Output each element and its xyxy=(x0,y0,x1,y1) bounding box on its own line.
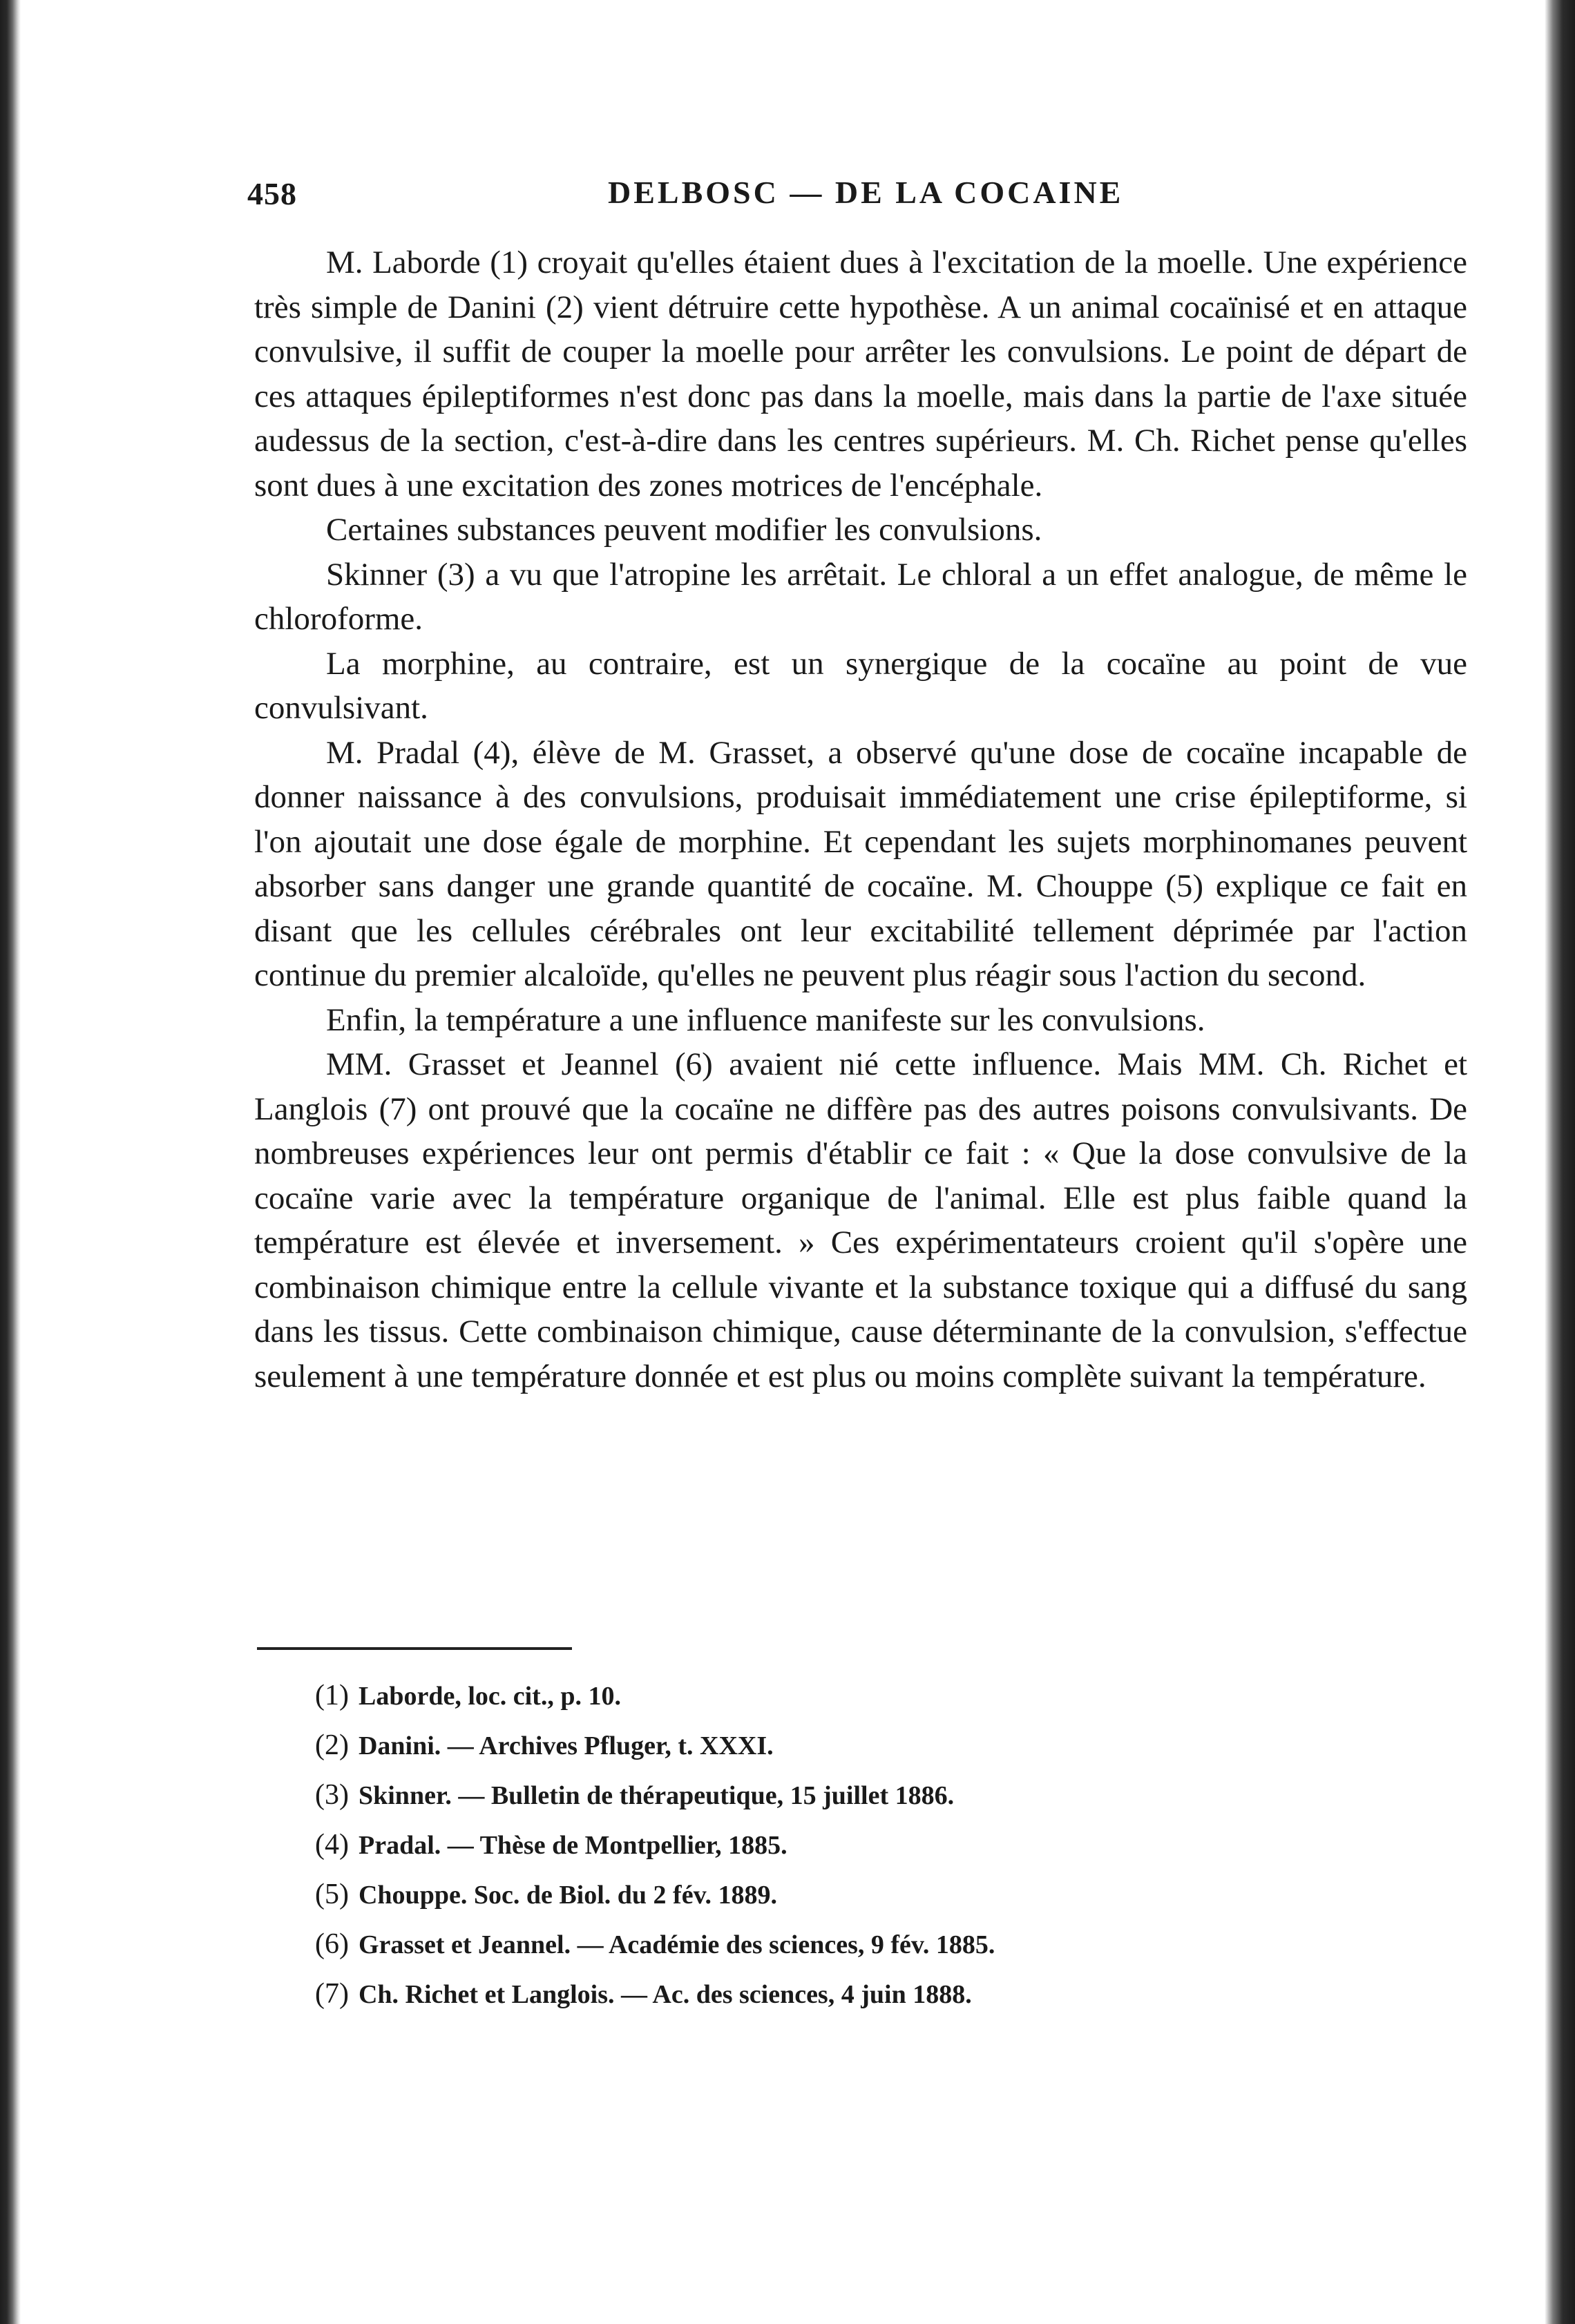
footnotes xyxy=(315,1671,1420,2019)
footnote-item xyxy=(315,1920,1420,1970)
footnote-number: (5) xyxy=(315,1879,349,1910)
footnote-text: Laborde, loc. cit., p. 10. xyxy=(358,1682,621,1711)
footnote-text: Danini. — Archives Pfluger, t. XXXI. xyxy=(358,1731,774,1760)
paragraph: Skinner (3) a vu que l'atropine les arrêtait. Le chloral a un effet analogue, de même le chloroforme. xyxy=(254,556,1467,637)
footnote-number: (7) xyxy=(315,1978,349,2010)
footnote-number: (4) xyxy=(315,1829,349,1861)
paragraph: M. Laborde (1) croyait qu'elles étaient dues à l'excitation de la moelle. Une expérience très simple de Danini (2) vient détruire cette hypothèse. A un animal cocaïnisé et en attaque convulsive, il suffit de couper la moelle pour arrêter les convulsions. Le point de départ de ces attaques épileptiformes n'est donc pas dans la moelle, mais dans la partie de l'axe située audessus de la section, c'est-à-dire dans les centres supérieurs. M. Ch. Richet pense qu'elles sont dues à une excitation des zones motrices de l'encéphale. xyxy=(254,244,1467,503)
paragraph: Certaines substances peuvent modifier les convulsions. xyxy=(326,512,1042,548)
paragraph: Enfin, la température a une influence manifeste sur les convulsions. xyxy=(326,1001,1205,1038)
footnote-item xyxy=(315,1970,1420,2019)
footnote-number: (6) xyxy=(315,1928,349,1960)
footnote-number: (3) xyxy=(315,1779,349,1811)
footnote-separator xyxy=(257,1647,572,1650)
footnote-text: Ch. Richet et Langlois. — Ac. des sciences, 4 juin 1888. xyxy=(358,1980,972,2009)
running-title: DELBOSC — DE LA COCAINE xyxy=(608,175,1124,210)
page-number: 458 xyxy=(247,176,297,211)
footnote-item xyxy=(315,1821,1420,1870)
footnote-item xyxy=(315,1721,1420,1771)
page-header xyxy=(247,171,1463,215)
footnote-item xyxy=(315,1870,1420,1920)
paragraph: M. Pradal (4), élève de M. Grasset, a observé qu'une dose de cocaïne incapable de donner naissance à des convulsions, produisait immédiatement une crise épileptiforme, si l'on ajoutait une dose égale de morphine. Et cependant les sujets morphinomanes peuvent absorber sans danger une grande quantité de cocaïne. M. Chouppe (5) explique ce fait en disant que les cellules cérébrales ont leur excitabilité tellement déprimée par l'action continue du premier alcaloïde, qu'elles ne peuvent plus réagir sous l'action du second. xyxy=(254,734,1467,993)
footnote-item xyxy=(315,1771,1420,1821)
paragraph: La morphine, au contraire, est un synergique de la cocaïne au point de vue convulsivant. xyxy=(254,645,1467,726)
paragraph: MM. Grasset et Jeannel (6) avaient nié cette influence. Mais MM. Ch. Richet et Langlois (7) ont prouvé que la cocaïne ne diffère pas des autres poisons convulsivants. De nombreuses expériences leur ont permis d'établir ce fait : « Que la dose convulsive de la cocaïne varie avec la température organique de l'animal. Elle est plus faible quand la température est élevée et inversement. » Ces expérimentateurs croient qu'il s'opère une combinaison chimique entre la cellule vivante et la substance toxique qui a diffusé du sang dans les tissus. Cette combinaison chimique, cause déterminante de la convulsion, s'effectue seulement à une température donnée et est plus ou moins complète suivant la température. xyxy=(254,1046,1467,1394)
footnote-number: (2) xyxy=(315,1729,349,1761)
footnote-text: Skinner. — Bulletin de thérapeutique, 15 juillet 1886. xyxy=(358,1781,955,1810)
footnote-text: Chouppe. Soc. de Biol. du 2 fév. 1889. xyxy=(358,1881,777,1910)
scan-right-edge xyxy=(1545,0,1575,2324)
body-text xyxy=(254,240,1467,1399)
footnote-item xyxy=(315,1671,1420,1721)
footnote-text: Pradal. — Thèse de Montpellier, 1885. xyxy=(358,1831,788,1860)
footnote-number: (1) xyxy=(315,1680,349,1711)
footnote-text: Grasset et Jeannel. — Académie des sciences, 9 fév. 1885. xyxy=(358,1930,995,1959)
scan-left-edge xyxy=(0,0,21,2324)
